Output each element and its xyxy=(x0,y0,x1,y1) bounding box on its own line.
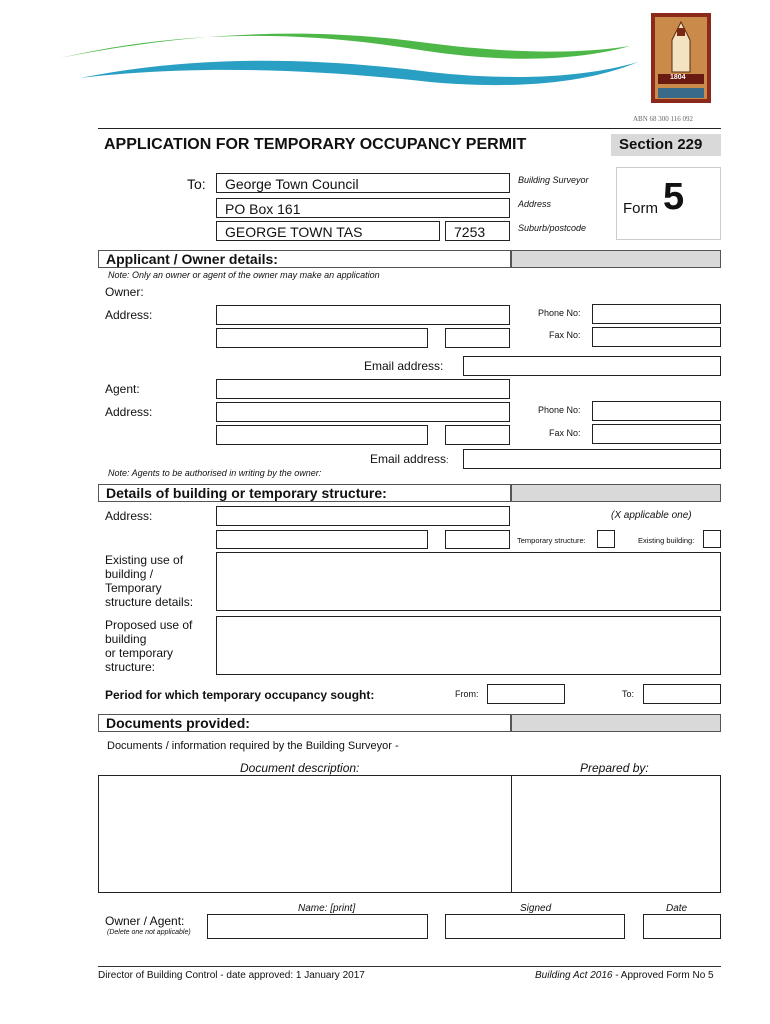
logo-year: 1804 xyxy=(670,74,686,81)
documents-section-title: Documents provided: xyxy=(106,715,250,731)
owner-label: Owner: xyxy=(105,285,144,299)
name-print-label: Name: [print] xyxy=(298,903,356,914)
footer-form-reference: Building Act 2016 - Approved Form No 5 xyxy=(535,970,714,981)
building-address-label: Address: xyxy=(105,509,153,523)
existing-building-checkbox[interactable] xyxy=(703,530,721,548)
page-title: APPLICATION FOR TEMPORARY OCCUPANCY PERMIT xyxy=(104,136,527,153)
date-label: Date xyxy=(666,903,688,914)
building-section-shade xyxy=(511,484,721,502)
agent-address-label: Address: xyxy=(105,405,153,419)
document-description-textarea[interactable] xyxy=(98,775,512,893)
owner-agent-name-input[interactable] xyxy=(207,914,428,939)
existing-building-label: Existing building: xyxy=(638,536,695,545)
existing-use-label: Existing use of building / Temporary structure details: xyxy=(105,553,194,609)
building-section-title: Details of building or temporary structure: xyxy=(106,485,387,501)
applicant-note: Note: Only an owner or agent of the owner may make an application xyxy=(108,270,380,280)
prepared-by-textarea[interactable] xyxy=(511,775,721,893)
footer-approval: Director of Building Control - date approved: 1 January 2017 xyxy=(98,970,365,981)
building-surveyor-label: Building Surveyor xyxy=(518,175,589,185)
owner-email-input[interactable] xyxy=(463,356,721,376)
owner-fax-input[interactable] xyxy=(592,327,721,347)
owner-address-input-1[interactable] xyxy=(216,305,510,325)
owner-address-label: Address: xyxy=(105,308,153,322)
agent-name-input[interactable] xyxy=(216,379,510,399)
to-label: To: xyxy=(187,176,206,192)
agent-address-input-2[interactable] xyxy=(216,425,428,445)
proposed-use-textarea[interactable] xyxy=(216,616,721,675)
applicant-section-title: Applicant / Owner details: xyxy=(106,251,278,267)
document-description-header: Document description: xyxy=(240,761,360,775)
period-label: Period for which temporary occupancy sought: xyxy=(105,688,375,702)
form-word: Form xyxy=(623,200,658,217)
agent-fax-label: Fax No: xyxy=(549,428,581,438)
owner-email-label: Email address: xyxy=(364,359,444,373)
applicant-section-shade xyxy=(511,250,721,268)
delete-note: (Delete one not applicable) xyxy=(107,929,191,936)
owner-agent-label: Owner / Agent: xyxy=(105,914,185,928)
signature-input[interactable] xyxy=(445,914,625,939)
owner-address-input-2[interactable] xyxy=(216,328,428,348)
agent-note: Note: Agents to be authorised in writing by the owner: xyxy=(108,468,322,478)
agent-phone-label: Phone No: xyxy=(538,405,581,415)
agent-address-input-1[interactable] xyxy=(216,402,510,422)
agent-label: Agent: xyxy=(105,382,140,396)
building-postcode-input[interactable] xyxy=(445,530,510,549)
owner-fax-label: Fax No: xyxy=(549,330,581,340)
town-field[interactable]: GEORGE TOWN TAS xyxy=(216,221,440,241)
to-date-input[interactable] xyxy=(643,684,721,704)
owner-phone-input[interactable] xyxy=(592,304,721,324)
documents-section-shade xyxy=(511,714,721,732)
agent-email-input[interactable] xyxy=(463,449,721,469)
agent-fax-input[interactable] xyxy=(592,424,721,444)
form-number: 5 xyxy=(663,176,685,218)
council-name-field[interactable]: George Town Council xyxy=(216,173,510,193)
from-date-input[interactable] xyxy=(487,684,565,704)
owner-phone-label: Phone No: xyxy=(538,308,581,318)
owner-postcode-input[interactable] xyxy=(445,328,510,348)
suburb-postcode-label: Suburb/postcode xyxy=(518,223,587,233)
postcode-field[interactable]: 7253 xyxy=(445,221,510,241)
footer-rule xyxy=(98,966,721,967)
date-input[interactable] xyxy=(643,914,721,939)
council-logo xyxy=(650,12,712,104)
agent-phone-input[interactable] xyxy=(592,401,721,421)
proposed-use-label: Proposed use of building or temporary structure: xyxy=(105,618,193,674)
address-label-right: Address xyxy=(518,199,552,209)
existing-use-textarea[interactable] xyxy=(216,552,721,611)
prepared-by-header: Prepared by: xyxy=(580,761,649,775)
from-label: From: xyxy=(455,689,479,699)
agent-email-label: Email address: xyxy=(370,452,449,466)
title-rule xyxy=(98,128,721,129)
building-address-input-1[interactable] xyxy=(216,506,510,526)
building-address-input-2[interactable] xyxy=(216,530,428,549)
documents-intro: Documents / information required by the Building Surveyor - xyxy=(107,740,399,752)
temporary-structure-checkbox[interactable] xyxy=(597,530,615,548)
header-wave-graphic xyxy=(40,20,640,100)
to-date-label: To: xyxy=(622,689,635,699)
signed-label: Signed xyxy=(520,903,552,914)
applicable-note: (X applicable one) xyxy=(611,510,692,521)
temporary-structure-label: Temporary structure: xyxy=(517,536,586,545)
agent-postcode-input[interactable] xyxy=(445,425,510,445)
po-box-field[interactable]: PO Box 161 xyxy=(216,198,510,218)
section-label: Section 229 xyxy=(619,136,703,153)
abn-number: ABN 68 300 116 092 xyxy=(633,115,694,123)
